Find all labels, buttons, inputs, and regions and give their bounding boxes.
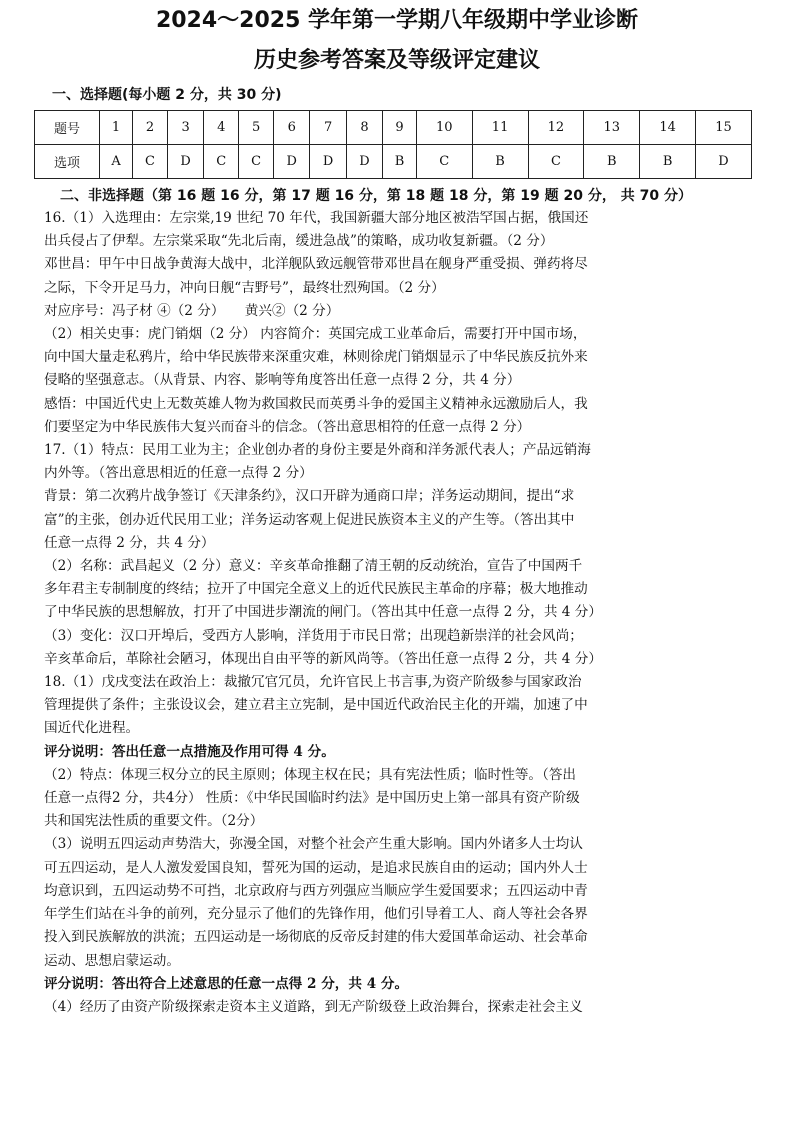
answer-option: D [696, 145, 752, 179]
answer-line: （3）变化：汉口开埠后，受西方人影响，洋货用于市民日常；出现趋新崇洋的社会风尚； [44, 627, 583, 644]
answer-line: 运动、思想启蒙运动。 [44, 952, 180, 969]
answer-line: 背景：第二次鸦片战争签订《天津条约》，汉口开辟为通商口岸；洋务运动期间，提出“求 [44, 488, 575, 505]
answer-line: 们要坚定为中华民族伟大复兴而奋斗的信念。（答出意思相符的任意一点得 2 分） [44, 418, 531, 435]
row-label-number: 题号 [35, 111, 100, 145]
question-number: 8 [346, 111, 382, 145]
answer-line: 感悟：中国近代史上无数英雄人物为救国救民而英勇斗争的爱国主义精神永远激励后人，我 [44, 395, 588, 412]
answer-line: 共和国宪法性质的重要文件。（2分） [44, 813, 264, 830]
answer-line: 侵略的坚强意志。（从背景、内容、影响等角度答出任意一点得 2 分，共 4 分） [44, 372, 521, 389]
answer-option: B [640, 145, 696, 179]
answer-option: D [346, 145, 382, 179]
question-number: 1 [100, 111, 133, 145]
answer-option: D [167, 145, 203, 179]
question-number: 12 [528, 111, 584, 145]
answer-line: 17.（1）特点：民用工业为主；企业创办者的身份主要是外商和洋务派代表人；产品远销海 [44, 442, 591, 459]
question-number: 3 [167, 111, 203, 145]
question-number: 6 [274, 111, 310, 145]
question-number: 2 [133, 111, 168, 145]
answer-option: C [133, 145, 168, 179]
answer-line: 之际，下令开足马力，冲向日舰“吉野号”，最终壮烈殉国。（2 分） [44, 279, 445, 296]
answer-option: C [204, 145, 239, 179]
answer-option: C [416, 145, 472, 179]
answer-line: （2）特点：体现三权分立的民主原则；体现主权在民；具有宪法性质；临时性等。（答出 [44, 766, 577, 783]
document-subtitle: 历史参考答案及等级评定建议 [253, 48, 540, 73]
answer-option: C [528, 145, 584, 179]
answer-line: 富”的主张，创办近代民用工业；洋务运动客观上促进民族资本主义的产生等。（答出其中 [44, 511, 575, 528]
answer-line: 18.（1）戊戌变法在政治上：裁撤冗官冗员，允许官民上书言事,为资产阶级参与国家政治 [44, 674, 582, 691]
answer-body [44, 207, 754, 1019]
answer-option-row [35, 145, 752, 179]
question-number: 5 [239, 111, 274, 145]
question-number: 4 [204, 111, 239, 145]
question-number: 9 [383, 111, 417, 145]
section-2-heading: 二、非选择题（第 16 题 16 分，第 17 题 16 分，第 18 题 18 分，第 19 题 20 分， 共 70 分） [60, 188, 692, 204]
answer-line: 辛亥革命后，革除社会陋习，体现出自由平等的新风尚等。（答出任意一点得 2 分，共 4 分） [44, 650, 602, 667]
scoring-note: 评分说明：答出任意一点措施及作用可得 4 分。 [44, 743, 335, 760]
answer-line: 管理提供了条件；主张设议会，建立君主立宪制，是中国近代政治民主化的开端，加速了中 [44, 697, 588, 714]
answer-line: 了中华民族的思想解放，打开了中国进步潮流的闸门。（答出其中任意一点得 2 分，共 4 分） [44, 604, 602, 621]
question-number: 11 [472, 111, 528, 145]
question-number-row [35, 111, 752, 145]
question-number: 7 [310, 111, 346, 145]
scoring-note: 评分说明：答出符合上述意思的任意一点得 2 分，共 4 分。 [44, 975, 409, 992]
answer-line: 投入到民族解放的洪流；五四运动是一场彻底的反帝反封建的伟大爱国革命运动、社会革命 [44, 929, 588, 946]
question-number: 14 [640, 111, 696, 145]
answer-line: 多年君主专制制度的终结；拉开了中国完全意义上的近代民族民主革命的序幕；极大地推动 [44, 581, 588, 598]
answer-line: （2）名称：武昌起义（2 分）意义：辛亥革命推翻了清王朝的反动统治，宣告了中国两千 [44, 558, 583, 575]
section-1-heading: 一、选择题(每小题 2 分，共 30 分) [52, 87, 282, 103]
answer-option: C [239, 145, 274, 179]
answer-line: 国近代化进程。 [44, 720, 140, 737]
document-title: 2024～2025 学年第一学期八年级期中学业诊断 [155, 8, 639, 33]
answer-line: 对应序号：冯子材 ④（2 分） 黄兴②（2 分） [44, 302, 340, 319]
answer-option: B [472, 145, 528, 179]
answer-line: 16.（1）入选理由：左宗棠,19 世纪 70 年代，我国新疆大部分地区被浩罕国占据，俄国还 [44, 210, 589, 226]
answer-table [34, 110, 752, 179]
answer-line: 向中国大量走私鸦片，给中华民族带来深重灾难，林则徐虎门销烟显示了中华民族反抗外来 [44, 349, 588, 366]
answer-option: A [100, 145, 133, 179]
answer-line: 任意一点得2 分，共4分） 性质：《中华民国临时约法》是中国历史上第一部具有资产阶级 [44, 790, 580, 807]
answer-option: D [310, 145, 346, 179]
question-number: 13 [584, 111, 640, 145]
answer-line: 邓世昌：甲午中日战争黄海大战中，北洋舰队致远舰管带邓世昌在舰身严重受损、弹药将尽 [44, 256, 588, 273]
answer-option: B [383, 145, 417, 179]
question-number: 15 [696, 111, 752, 145]
answer-line: （4）经历了由资产阶级探索走资本主义道路，到无产阶级登上政治舞台，探索走社会主义 [44, 998, 583, 1015]
answer-line: 年学生们站在斗争的前列，充分显示了他们的先锋作用，他们引导着工人、商人等社会各界 [44, 906, 588, 923]
answer-line: 内外等。（答出意思相近的任意一点得 2 分） [44, 465, 313, 482]
answer-line: 可五四运动，是人人激发爱国良知，誓死为国的运动，是追求民族自由的运动；国内外人士 [44, 859, 588, 876]
question-number: 10 [416, 111, 472, 145]
answer-option: D [274, 145, 310, 179]
answer-line: （3）说明五四运动声势浩大，弥漫全国，对整个社会产生重大影响。国内外诸多人士均认 [44, 836, 583, 853]
answer-line: 任意一点得 2 分，共 4 分） [44, 534, 215, 551]
answer-option: B [584, 145, 640, 179]
answer-line: 均意识到，五四运动势不可挡，北京政府与西方列强应当顺应学生爱国要求；五四运动中青 [44, 882, 588, 899]
answer-line: 出兵侵占了伊犁。左宗棠采取“先北后南，缓进急战”的策略，成功收复新疆。（2 分） [44, 233, 554, 250]
row-label-option: 选项 [35, 145, 100, 179]
answer-line: （2）相关史事：虎门销烟（2 分） 内容简介：英国完成工业革命后，需要打开中国市场， [44, 326, 587, 343]
